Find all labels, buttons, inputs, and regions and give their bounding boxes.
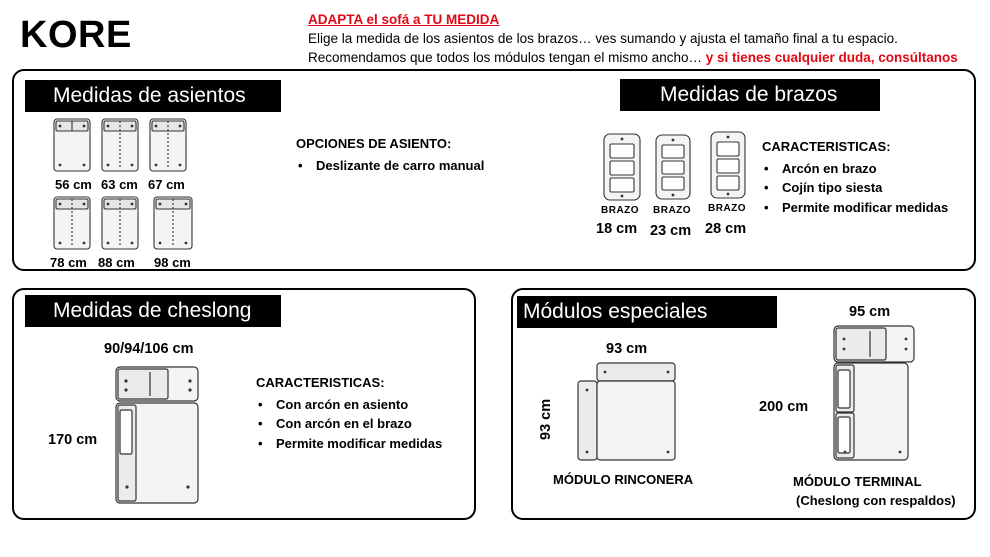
arms-header: Medidas de brazos [620, 79, 880, 111]
special-modules-header: Módulos especiales [517, 296, 777, 328]
seat-size-56: 56 cm [55, 177, 92, 192]
intro-headline: ADAPTA el sofá a TU MEDIDA [308, 12, 500, 27]
terminal-module-name: MÓDULO TERMINAL [793, 474, 922, 489]
seat-size-88: 88 cm [98, 255, 135, 270]
intro-line-2-plain: Recomendamos que todos los módulos tengan el mismo ancho… [308, 50, 706, 65]
arm-feature-item: • Cojín tipo siesta [762, 178, 948, 198]
corner-depth: 93 cm [538, 398, 554, 440]
cheslong-header: Medidas de cheslong [25, 295, 281, 327]
arm-size-23: 23 cm [650, 223, 692, 239]
intro-line-1: Elige la medida de los asientos de los brazos… ves sumando y ajusta el tamaño final a tu espacio. [308, 31, 898, 46]
cheslong-length: 170 cm [48, 432, 98, 448]
seat-size-78: 78 cm [50, 255, 87, 270]
arm-label-28: BRAZO [708, 203, 747, 214]
cheslong-feature-item: • Permite modificar medidas [256, 434, 442, 454]
terminal-width: 95 cm [849, 304, 891, 320]
corner-width: 93 cm [606, 341, 648, 357]
cheslong-feature-item: • Con arcón en el brazo [256, 414, 442, 434]
seat-size-63: 63 cm [101, 177, 138, 192]
page-title: KORE [20, 14, 132, 56]
arm-label-18: BRAZO [601, 205, 640, 216]
arm-label-23: BRAZO [653, 205, 692, 216]
arm-feature-item: • Permite modificar medidas [762, 198, 948, 218]
cheslong-features-title: CARACTERISTICAS: [256, 375, 385, 390]
terminal-length: 200 cm [759, 399, 809, 415]
arm-feature-item: • Arcón en brazo [762, 159, 948, 179]
intro-line-2-highlight: y si tienes cualquier duda, consúltanos [705, 50, 958, 65]
arm-size-28: 28 cm [705, 221, 747, 237]
seat-size-98: 98 cm [154, 255, 191, 270]
terminal-module-subtitle: (Cheslong con respaldos) [796, 493, 956, 508]
arm-size-18: 18 cm [596, 221, 638, 237]
seats-header: Medidas de asientos [25, 80, 281, 112]
seat-size-67: 67 cm [148, 177, 185, 192]
cheslong-width: 90/94/106 cm [104, 341, 194, 357]
cheslong-feature-item: • Con arcón en asiento [256, 395, 442, 415]
corner-module-name: MÓDULO RINCONERA [553, 472, 694, 487]
arm-features-title: CARACTERISTICAS: [762, 139, 891, 154]
seat-option-item: • Deslizante de carro manual [296, 156, 484, 176]
seat-options-title: OPCIONES DE ASIENTO: [296, 136, 452, 151]
